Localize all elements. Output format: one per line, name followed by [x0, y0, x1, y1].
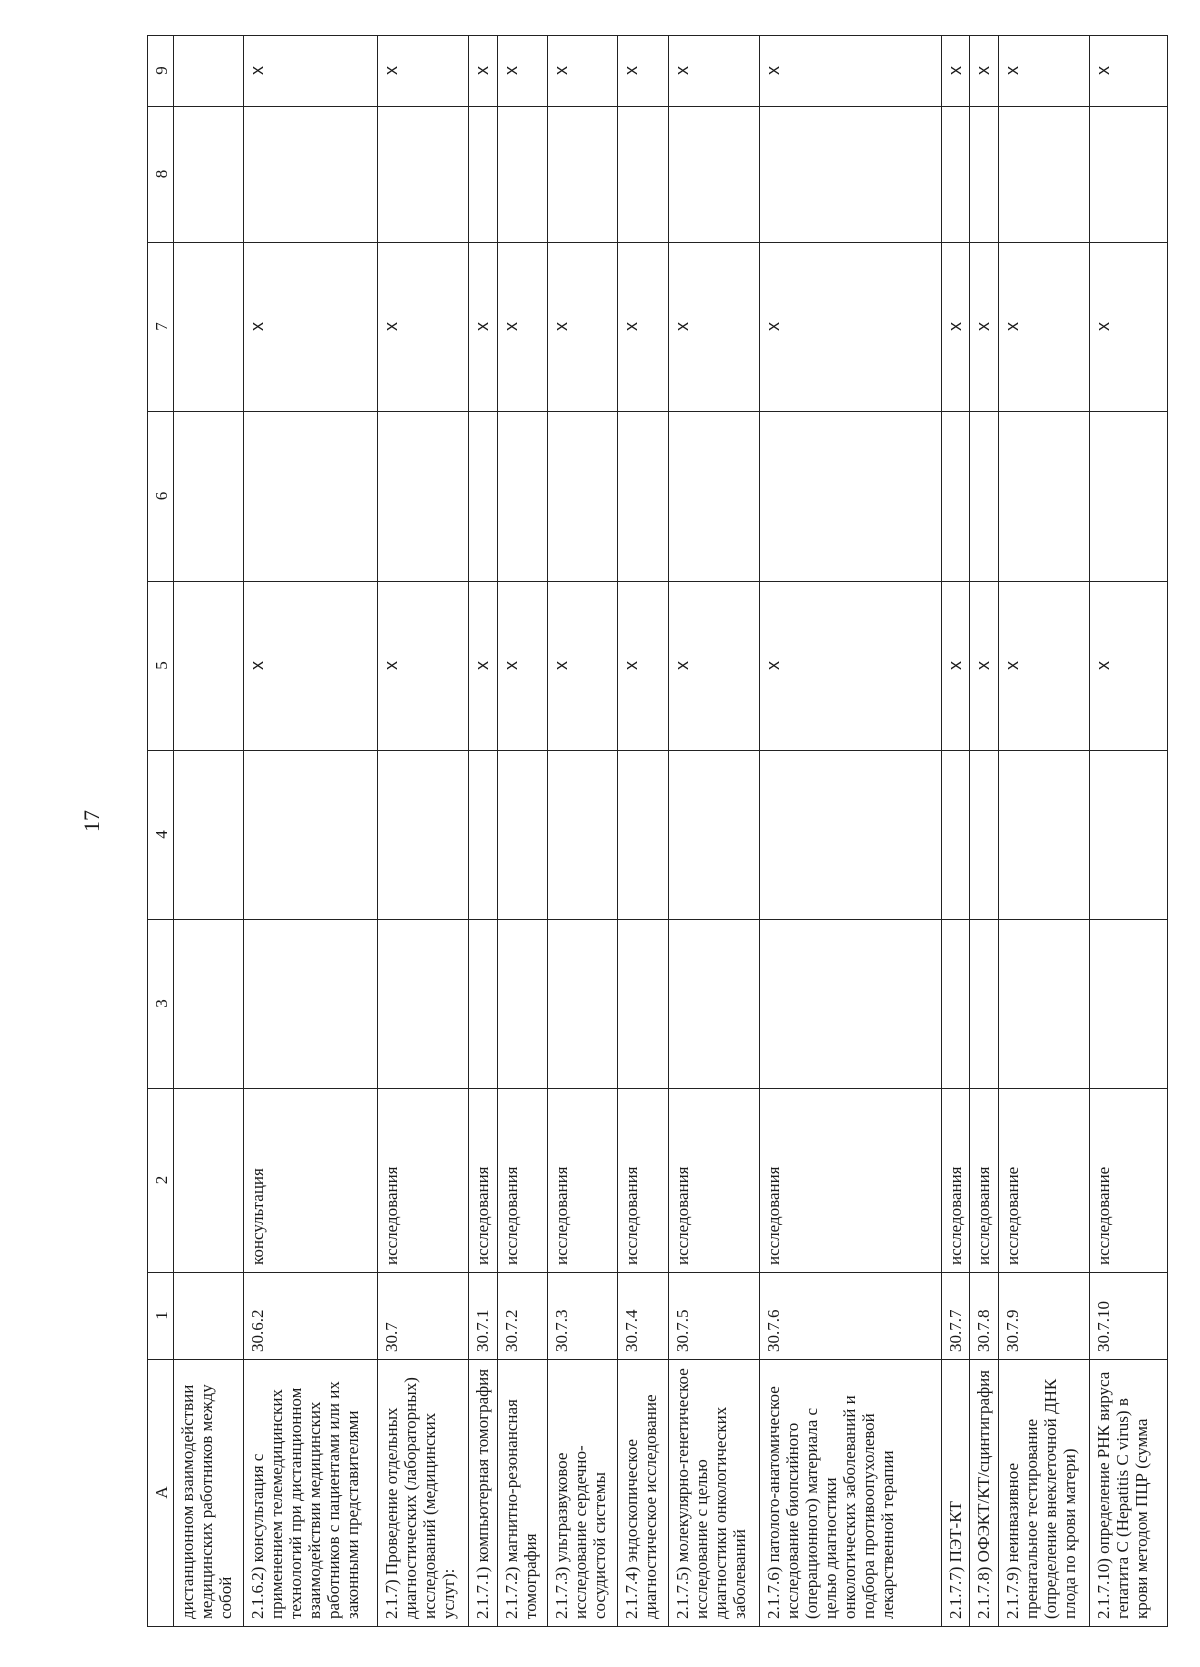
- col4-cell: [998, 751, 1089, 920]
- col9-cell: [174, 36, 244, 107]
- col4-cell: [378, 751, 469, 920]
- col3-cell: [174, 920, 244, 1089]
- col5-cell: х: [941, 582, 970, 751]
- col6-cell: [970, 412, 999, 582]
- col5-cell: х: [998, 582, 1089, 751]
- col3-cell: [469, 920, 498, 1089]
- unit-cell: исследования: [759, 1089, 941, 1273]
- col9-cell: х: [497, 36, 547, 107]
- unit-cell: консультация: [244, 1089, 378, 1273]
- unit-cell: исследования: [469, 1089, 498, 1273]
- col9-cell: х: [378, 36, 469, 107]
- col4-cell: [668, 751, 759, 920]
- col8-cell: [941, 107, 970, 243]
- col6-cell: [941, 412, 970, 582]
- col7-cell: х: [378, 243, 469, 412]
- column-header: 1: [148, 1273, 174, 1360]
- col7-cell: х: [759, 243, 941, 412]
- unit-cell: исследования: [941, 1089, 970, 1273]
- col3-cell: [378, 920, 469, 1089]
- service-name-cell: 2.1.7.2) магнитно-резонансная томография: [497, 1360, 547, 1627]
- col3-cell: [1089, 920, 1167, 1089]
- code-cell: 30.6.2: [244, 1273, 378, 1360]
- col7-cell: х: [998, 243, 1089, 412]
- col3-cell: [548, 920, 618, 1089]
- col8-cell: [618, 107, 668, 243]
- col4-cell: [497, 751, 547, 920]
- service-name-cell: 2.1.7.3) ультразвуковое исследование сердечно-сосудистой системы: [548, 1360, 618, 1627]
- col3-cell: [668, 920, 759, 1089]
- code-cell: 30.7.2: [497, 1273, 547, 1360]
- col9-cell: х: [469, 36, 498, 107]
- col9-cell: х: [668, 36, 759, 107]
- col5-cell: х: [378, 582, 469, 751]
- col4-cell: [548, 751, 618, 920]
- col8-cell: [668, 107, 759, 243]
- code-cell: 30.7: [378, 1273, 469, 1360]
- column-header: 5: [148, 582, 174, 751]
- col3-cell: [759, 920, 941, 1089]
- table-row: [668, 36, 759, 1627]
- code-cell: 30.7.10: [1089, 1273, 1167, 1360]
- code-cell: 30.7.6: [759, 1273, 941, 1360]
- col8-cell: [244, 107, 378, 243]
- col4-cell: [174, 751, 244, 920]
- col7-cell: х: [497, 243, 547, 412]
- column-header: 8: [148, 107, 174, 243]
- col6-cell: [668, 412, 759, 582]
- service-name-cell: 2.1.7.6) патолого-анатомическое исследование биопсийного (операционного) материала с целью диагностики онкологических заболеваний и подбора противоопухолевой лекарственной терапии: [759, 1360, 941, 1627]
- unit-cell: исследования: [970, 1089, 999, 1273]
- table-row: [469, 36, 498, 1627]
- unit-cell: исследования: [548, 1089, 618, 1273]
- col6-cell: [548, 412, 618, 582]
- col7-cell: х: [1089, 243, 1167, 412]
- col7-cell: х: [970, 243, 999, 412]
- services-table: [147, 35, 1168, 1627]
- col5-cell: х: [618, 582, 668, 751]
- service-name-cell: 2.1.7.7) ПЭТ-КТ: [941, 1360, 970, 1627]
- col9-cell: х: [548, 36, 618, 107]
- col9-cell: х: [998, 36, 1089, 107]
- code-cell: 30.7.4: [618, 1273, 668, 1360]
- col9-cell: х: [244, 36, 378, 107]
- col7-cell: х: [618, 243, 668, 412]
- col8-cell: [548, 107, 618, 243]
- code-cell: 30.7.7: [941, 1273, 970, 1360]
- column-header: 4: [148, 751, 174, 920]
- code-cell: 30.7.3: [548, 1273, 618, 1360]
- col8-cell: [497, 107, 547, 243]
- code-cell: [174, 1273, 244, 1360]
- col9-cell: х: [618, 36, 668, 107]
- col9-cell: х: [970, 36, 999, 107]
- service-name-cell: 2.1.6.2) консультация с применением телемедицинских технологий при дистанционном взаимодействии медицинских работников с пациентами или их законными представителями: [244, 1360, 378, 1627]
- col5-cell: х: [970, 582, 999, 751]
- unit-cell: исследование: [1089, 1089, 1167, 1273]
- col6-cell: [998, 412, 1089, 582]
- col8-cell: [998, 107, 1089, 243]
- code-cell: 30.7.9: [998, 1273, 1089, 1360]
- table-row: [970, 36, 999, 1627]
- table-row: [244, 36, 378, 1627]
- service-name-cell: 2.1.7) Проведение отдельных диагностических (лабораторных) исследований (медицинских услуг):: [378, 1360, 469, 1627]
- unit-cell: [174, 1089, 244, 1273]
- col3-cell: [618, 920, 668, 1089]
- table-row: [378, 36, 469, 1627]
- col3-cell: [970, 920, 999, 1089]
- col4-cell: [244, 751, 378, 920]
- col5-cell: х: [548, 582, 618, 751]
- column-header: 3: [148, 920, 174, 1089]
- col8-cell: [174, 107, 244, 243]
- column-header: 6: [148, 412, 174, 582]
- service-name-cell: 2.1.7.9) неинвазивное пренатальное тестирование (определение внеклеточной ДНК плода по крови матери): [998, 1360, 1089, 1627]
- column-header: 9: [148, 36, 174, 107]
- col7-cell: х: [244, 243, 378, 412]
- col5-cell: х: [469, 582, 498, 751]
- header-row: [148, 36, 174, 1627]
- col5-cell: х: [668, 582, 759, 751]
- column-header: А: [148, 1360, 174, 1627]
- col6-cell: [497, 412, 547, 582]
- col7-cell: х: [668, 243, 759, 412]
- col8-cell: [1089, 107, 1167, 243]
- code-cell: 30.7.8: [970, 1273, 999, 1360]
- col6-cell: [174, 412, 244, 582]
- code-cell: 30.7.1: [469, 1273, 498, 1360]
- col7-cell: х: [469, 243, 498, 412]
- table-row: [759, 36, 941, 1627]
- col4-cell: [759, 751, 941, 920]
- table-row: [941, 36, 970, 1627]
- unit-cell: исследование: [998, 1089, 1089, 1273]
- service-name-cell: дистанционном взаимодействии медицинских работников между собой: [174, 1360, 244, 1627]
- col5-cell: х: [497, 582, 547, 751]
- page-number: 17: [79, 810, 104, 832]
- col5-cell: х: [1089, 582, 1167, 751]
- col6-cell: [759, 412, 941, 582]
- col5-cell: [174, 582, 244, 751]
- service-name-cell: 2.1.7.1) компьютерная томография: [469, 1360, 498, 1627]
- col7-cell: х: [548, 243, 618, 412]
- table-row: [548, 36, 618, 1627]
- col3-cell: [497, 920, 547, 1089]
- col6-cell: [618, 412, 668, 582]
- column-header: 7: [148, 243, 174, 412]
- table-row: [618, 36, 668, 1627]
- code-cell: 30.7.5: [668, 1273, 759, 1360]
- col4-cell: [941, 751, 970, 920]
- service-name-cell: 2.1.7.5) молекулярно-генетическое исследование с целью диагностики онкологических заболеваний: [668, 1360, 759, 1627]
- col8-cell: [378, 107, 469, 243]
- col6-cell: [469, 412, 498, 582]
- col4-cell: [469, 751, 498, 920]
- col3-cell: [941, 920, 970, 1089]
- col5-cell: х: [244, 582, 378, 751]
- col6-cell: [1089, 412, 1167, 582]
- col8-cell: [759, 107, 941, 243]
- col5-cell: х: [759, 582, 941, 751]
- unit-cell: исследования: [378, 1089, 469, 1273]
- unit-cell: исследования: [618, 1089, 668, 1273]
- col9-cell: х: [1089, 36, 1167, 107]
- table-row: [497, 36, 547, 1627]
- service-name-cell: 2.1.7.10) определение РНК вируса гепатита С (Hepatitis C virus) в крови методом ПЦР (сумма: [1089, 1360, 1167, 1627]
- col7-cell: х: [941, 243, 970, 412]
- col3-cell: [244, 920, 378, 1089]
- col6-cell: [378, 412, 469, 582]
- column-header: 2: [148, 1089, 174, 1273]
- unit-cell: исследования: [497, 1089, 547, 1273]
- col8-cell: [469, 107, 498, 243]
- col3-cell: [998, 920, 1089, 1089]
- table-row: [998, 36, 1089, 1627]
- table-row: [1089, 36, 1167, 1627]
- col9-cell: х: [759, 36, 941, 107]
- col9-cell: х: [941, 36, 970, 107]
- col4-cell: [970, 751, 999, 920]
- col8-cell: [970, 107, 999, 243]
- table-row: [174, 36, 244, 1627]
- unit-cell: исследования: [668, 1089, 759, 1273]
- service-name-cell: 2.1.7.4) эндоскопическое диагностическое исследование: [618, 1360, 668, 1627]
- col6-cell: [244, 412, 378, 582]
- col4-cell: [1089, 751, 1167, 920]
- col4-cell: [618, 751, 668, 920]
- service-name-cell: 2.1.7.8) ОФЭКТ/КТ/сцинтиграфия: [970, 1360, 999, 1627]
- col7-cell: [174, 243, 244, 412]
